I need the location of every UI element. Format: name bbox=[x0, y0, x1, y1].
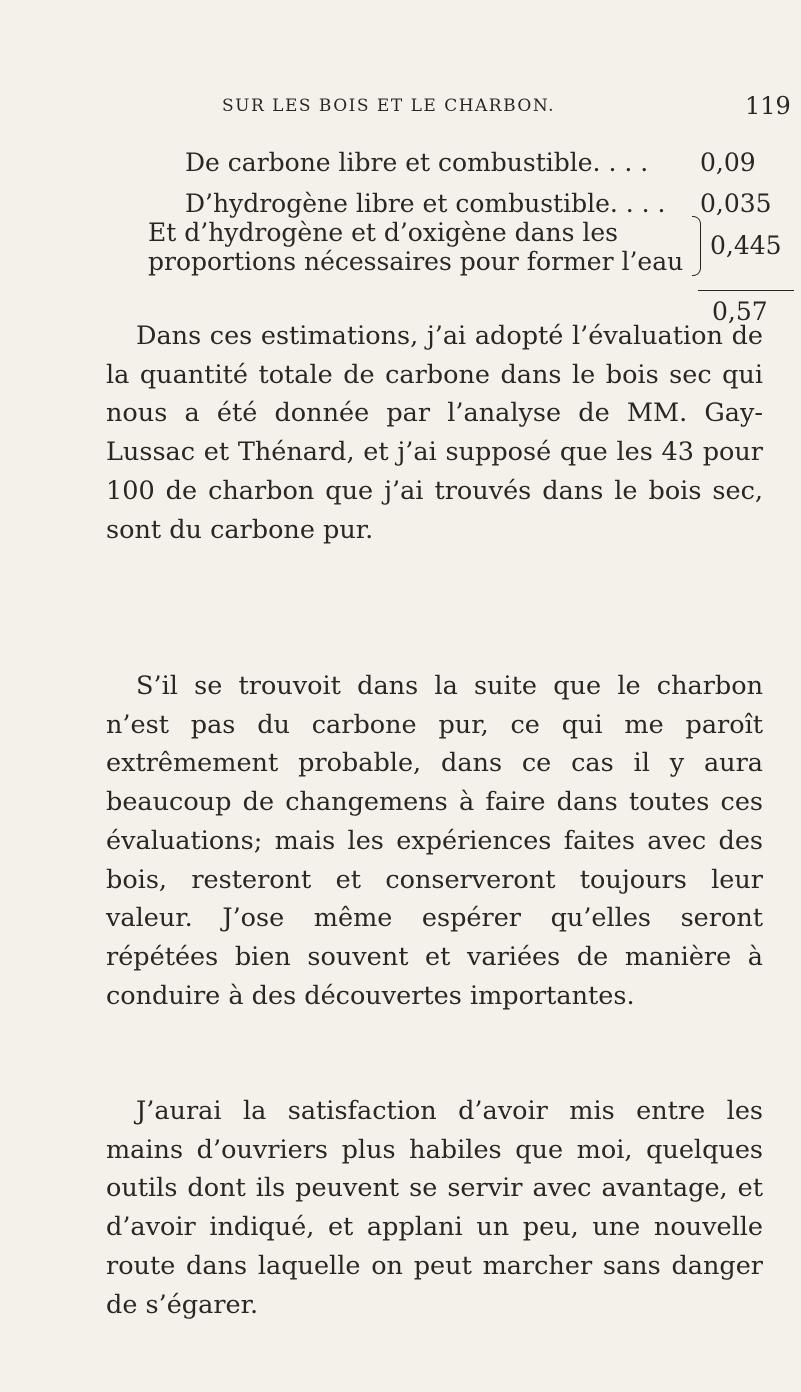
total-rule bbox=[698, 290, 794, 291]
table-total: 0,57 bbox=[712, 297, 768, 326]
table-row-carbone-label: De carbone libre et combustible. . . . bbox=[185, 148, 649, 177]
table-row-carbone-value: 0,09 bbox=[700, 148, 756, 177]
paragraph-satisfaction: J’aurai la satisfaction d’avoir mis entre les mains d’ouvriers plus habiles que moi, quelques outils dont ils peuvent se servir avec avantage, et d’avoir indiqué, et applani un peu, une nouvelle route dans laquelle on peut marcher sans danger de s’égarer. bbox=[106, 1096, 763, 1320]
table-row-eau-label-line2: proportions nécessaires pour former l’eau bbox=[148, 247, 684, 276]
table-row-hydrogene-value: 0,035 bbox=[700, 189, 772, 218]
running-header: SUR LES BOIS ET LE CHARBON. bbox=[222, 96, 556, 116]
paragraph-estimations: Dans ces estimations, j’ai adopté l’évaluation de la quantité totale de carbone dans le bois sec qui nous a été donnée par l’analyse de MM. Gay-Lussac et Thénard, et j’ai supposé que les 43 pour 100 de charbon que j’ai trouvés dans le bois sec, sont du carbone pur. bbox=[106, 321, 763, 545]
table-row-eau-label-line1: Et d’hydrogène et d’oxigène dans les bbox=[148, 218, 618, 247]
table-brace bbox=[692, 216, 701, 276]
table-row-hydrogene-label: D’hydrogène libre et combustible. . . . bbox=[185, 189, 666, 218]
page-number: 119 bbox=[745, 92, 791, 120]
table-row-eau-value: 0,445 bbox=[710, 231, 782, 260]
paragraph-charbon: S’il se trouvoit dans la suite que le charbon n’est pas du carbone pur, ce qui me paroît extrêmement probable, dans ce cas il y aura beaucoup de changemens à faire dans toutes ces évaluations; mais les expériences faites avec des bois, resteront et conserveront toujours leur valeur. J’ose même espérer qu’elles seront répétées bien souvent et variées de manière à conduire à des découvertes importantes. bbox=[106, 671, 763, 1011]
